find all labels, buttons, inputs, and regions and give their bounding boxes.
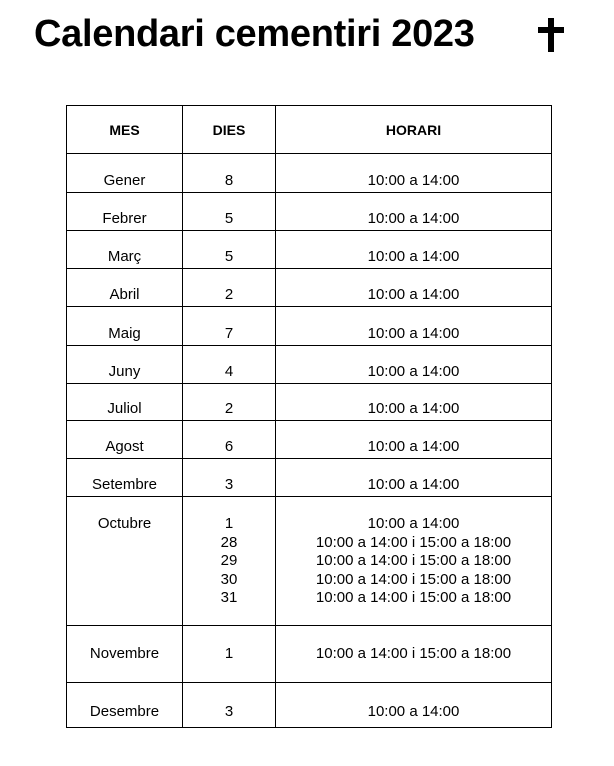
hours-value: 10:00 a 14:00 bbox=[367, 362, 460, 380]
table-row bbox=[67, 193, 552, 231]
cell-days bbox=[183, 683, 276, 728]
cell-days bbox=[183, 307, 276, 346]
cell-days bbox=[183, 154, 276, 193]
header-hours: HORARI bbox=[276, 106, 552, 154]
cell-month: Juliol bbox=[67, 384, 183, 421]
cell-month: Maig bbox=[67, 307, 183, 346]
cemetery-calendar-table bbox=[66, 105, 552, 728]
hours-value: 10:00 a 14:00 i 15:00 a 18:00 bbox=[315, 533, 512, 551]
day-value: 30 bbox=[220, 570, 238, 588]
day-value: 3 bbox=[224, 702, 234, 720]
hours-value: 10:00 a 14:00 bbox=[367, 324, 460, 342]
cell-month: Setembre bbox=[67, 459, 183, 497]
cell-hours bbox=[276, 269, 552, 307]
cell-days bbox=[183, 269, 276, 307]
hours-value: 10:00 a 14:00 bbox=[367, 285, 460, 303]
day-value: 5 bbox=[224, 247, 234, 265]
cell-month: Novembre bbox=[67, 626, 183, 683]
day-value: 29 bbox=[220, 552, 238, 569]
cell-hours bbox=[276, 346, 552, 384]
cell-hours bbox=[276, 421, 552, 459]
table-row bbox=[67, 346, 552, 384]
table-row bbox=[67, 683, 552, 728]
table-row bbox=[67, 421, 552, 459]
cell-hours bbox=[276, 497, 552, 626]
day-value: 28 bbox=[220, 533, 238, 551]
table-row bbox=[67, 384, 552, 421]
table-row bbox=[67, 307, 552, 346]
hours-value: 10:00 a 14:00 bbox=[367, 209, 460, 227]
header-month: MES bbox=[67, 106, 183, 154]
day-value: 7 bbox=[224, 324, 234, 342]
table-body bbox=[67, 154, 552, 728]
hours-value: 10:00 a 14:00 bbox=[367, 515, 460, 532]
cell-days bbox=[183, 384, 276, 421]
cell-days bbox=[183, 459, 276, 497]
cell-month: Febrer bbox=[67, 193, 183, 231]
cell-days bbox=[183, 626, 276, 683]
day-value: 3 bbox=[224, 475, 234, 493]
day-value: 2 bbox=[224, 285, 234, 303]
table-row bbox=[67, 269, 552, 307]
cross-icon bbox=[536, 18, 566, 52]
cell-hours bbox=[276, 307, 552, 346]
hours-value: 10:00 a 14:00 bbox=[367, 475, 460, 493]
hours-value: 10:00 a 14:00 bbox=[367, 247, 460, 265]
cell-days bbox=[183, 421, 276, 459]
cell-days bbox=[183, 231, 276, 269]
day-value: 1 bbox=[224, 644, 234, 662]
day-value: 31 bbox=[220, 589, 238, 606]
cell-hours bbox=[276, 193, 552, 231]
cell-hours bbox=[276, 683, 552, 728]
table-row bbox=[67, 459, 552, 497]
cell-month: Octubre bbox=[67, 497, 183, 626]
cell-month: Gener bbox=[67, 154, 183, 193]
cell-month: Juny bbox=[67, 346, 183, 384]
cell-month: Agost bbox=[67, 421, 183, 459]
cell-hours bbox=[276, 626, 552, 683]
hours-value: 10:00 a 14:00 bbox=[367, 437, 460, 455]
cell-days bbox=[183, 346, 276, 384]
table-row bbox=[67, 626, 552, 683]
page-title: Calendari cementiri 2023 bbox=[34, 13, 475, 55]
cell-month: Desembre bbox=[67, 683, 183, 728]
table-header-row bbox=[67, 106, 552, 154]
cell-hours bbox=[276, 154, 552, 193]
day-value: 2 bbox=[224, 399, 234, 417]
hours-value: 10:00 a 14:00 i 15:00 a 18:00 bbox=[315, 589, 512, 606]
hours-value: 10:00 a 14:00 i 15:00 a 18:00 bbox=[315, 570, 512, 588]
table-row bbox=[67, 231, 552, 269]
cell-days bbox=[183, 193, 276, 231]
table-row bbox=[67, 497, 552, 626]
hours-value: 10:00 a 14:00 i 15:00 a 18:00 bbox=[315, 644, 512, 662]
cell-hours bbox=[276, 384, 552, 421]
table-row bbox=[67, 154, 552, 193]
day-value: 6 bbox=[224, 437, 234, 455]
day-value: 1 bbox=[224, 515, 234, 532]
hours-value: 10:00 a 14:00 bbox=[367, 171, 460, 189]
cell-hours bbox=[276, 231, 552, 269]
cell-days bbox=[183, 497, 276, 626]
cell-hours bbox=[276, 459, 552, 497]
hours-value: 10:00 a 14:00 bbox=[367, 399, 460, 417]
day-value: 5 bbox=[224, 209, 234, 227]
header-days: DIES bbox=[183, 106, 276, 154]
cell-month: Abril bbox=[67, 269, 183, 307]
day-value: 8 bbox=[224, 171, 234, 189]
hours-value: 10:00 a 14:00 i 15:00 a 18:00 bbox=[315, 552, 512, 569]
cell-month: Març bbox=[67, 231, 183, 269]
day-value: 4 bbox=[224, 362, 234, 380]
hours-value: 10:00 a 14:00 bbox=[367, 702, 460, 720]
